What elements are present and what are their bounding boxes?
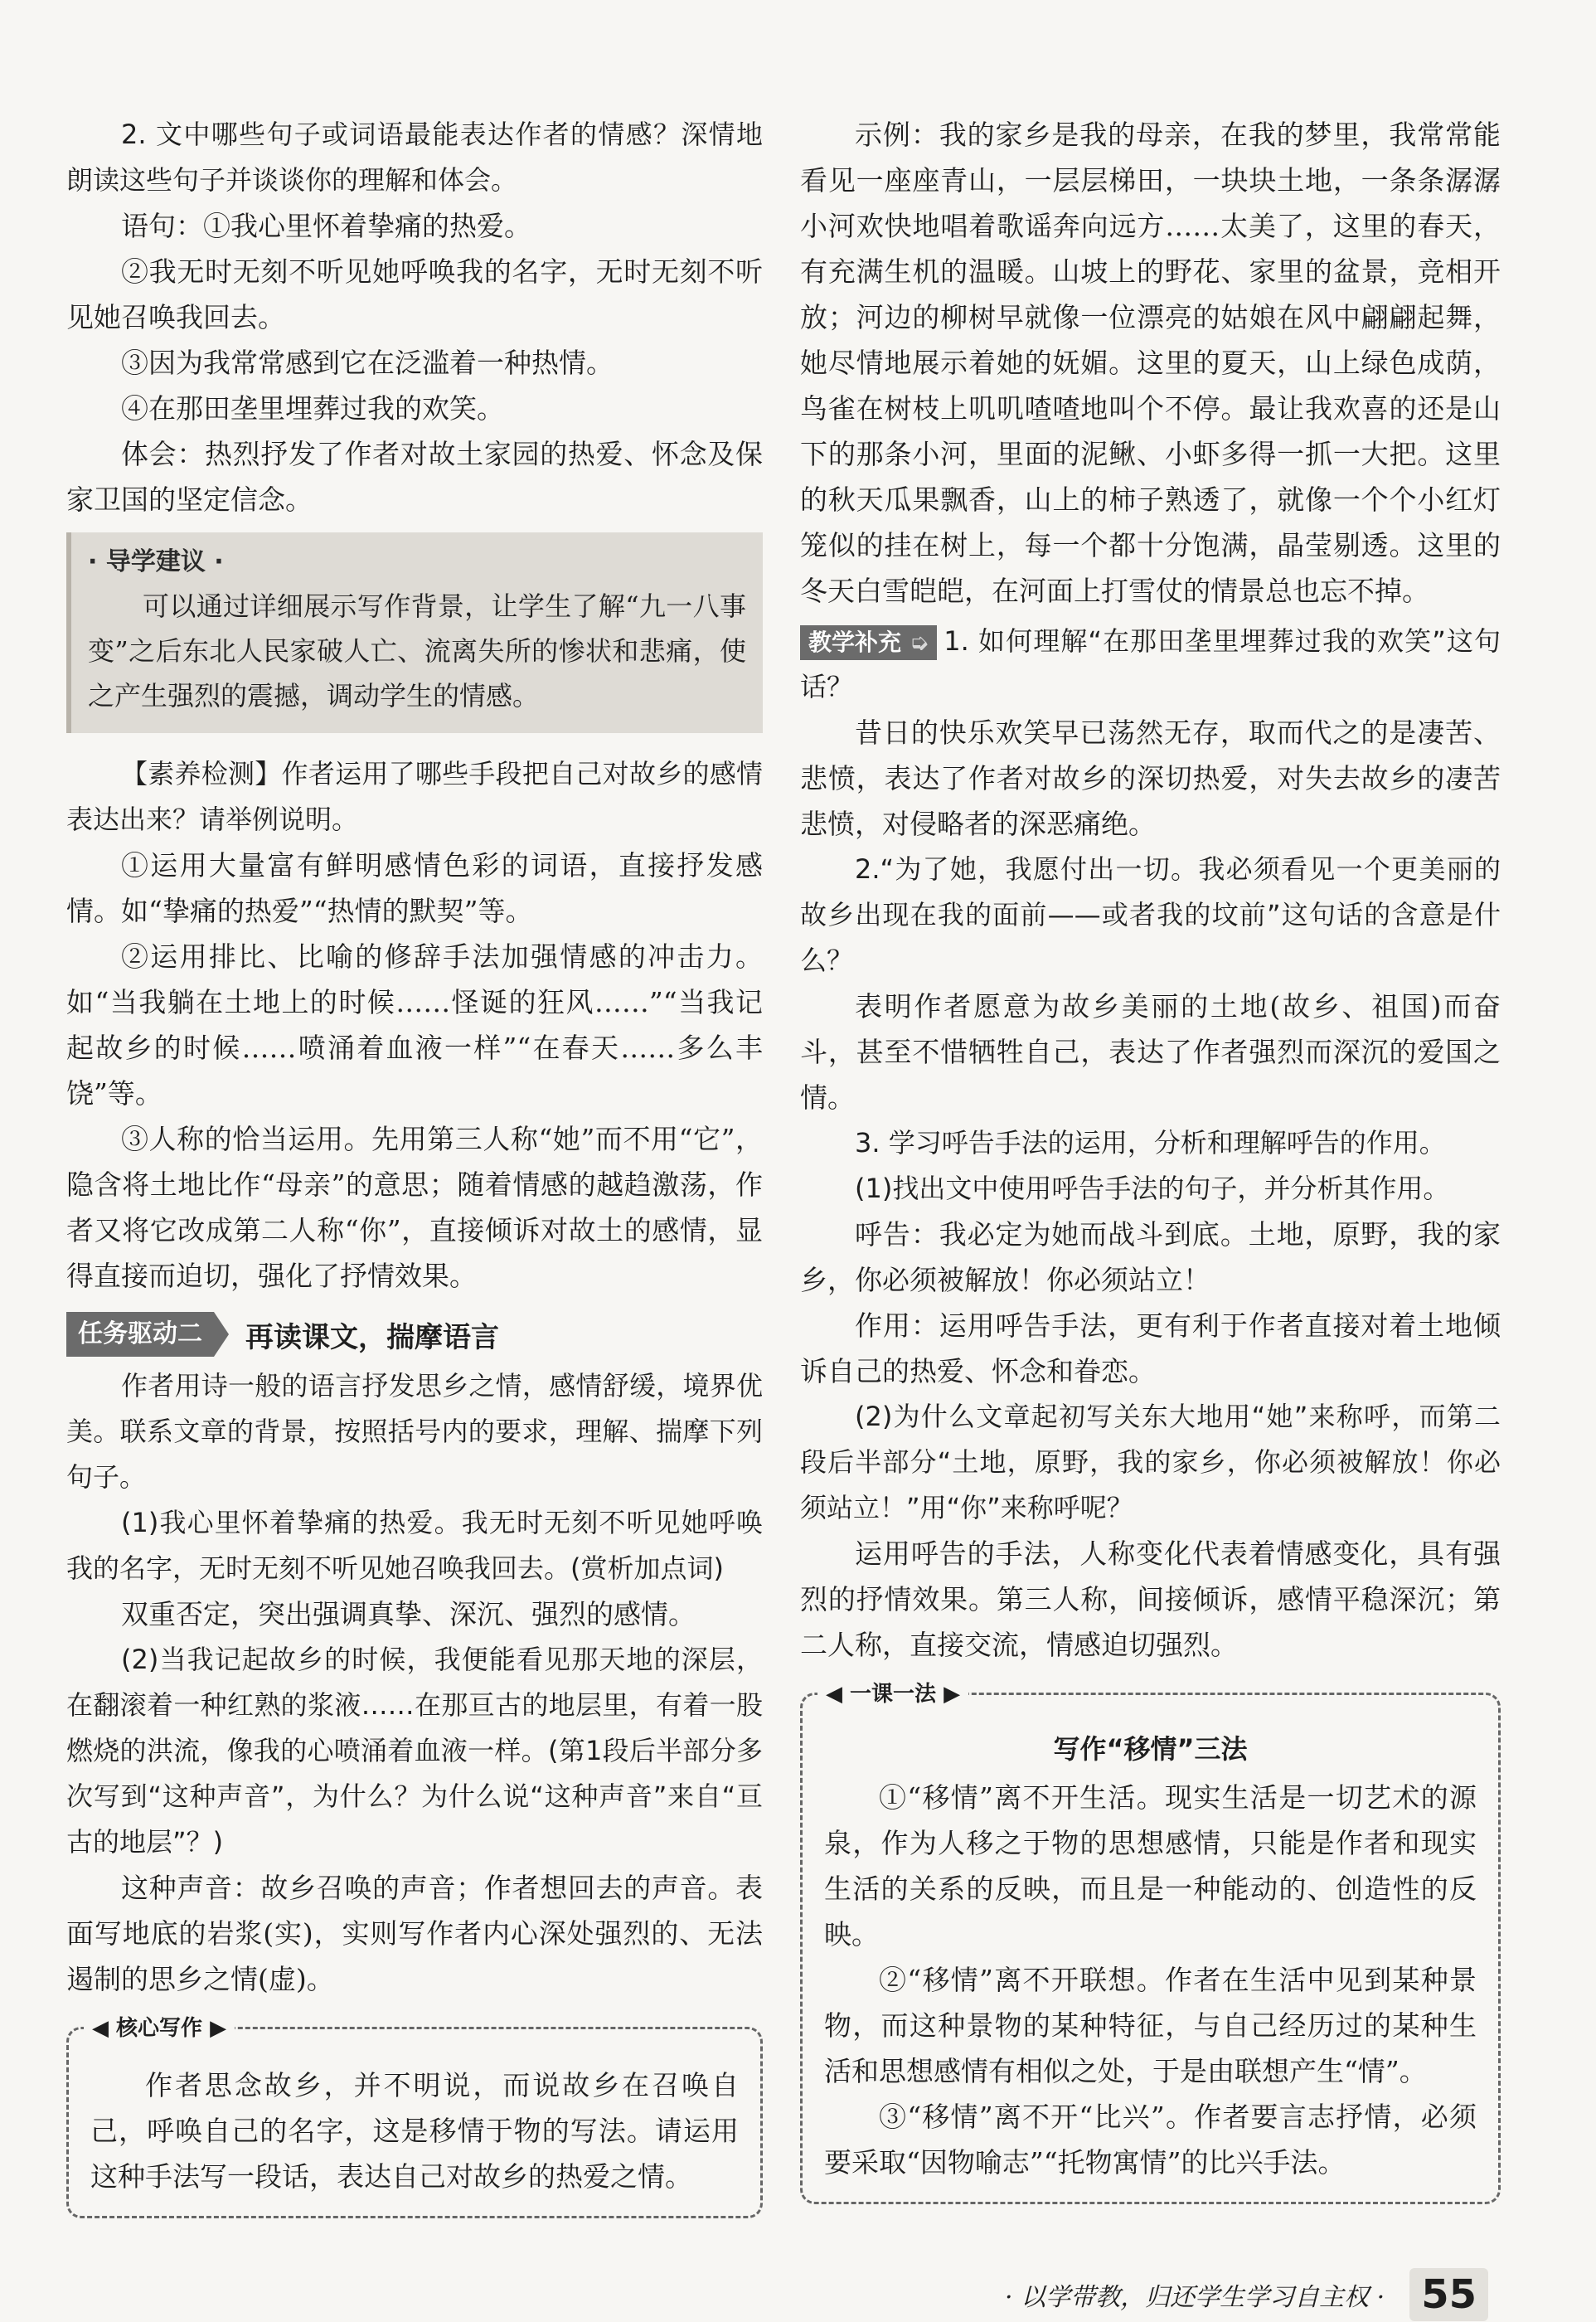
sentence-2-answer: 这种声音：故乡召唤的声音；作者想回去的声音。表面写地底的岩浆(实)，实则写作者内心深处强烈的、无法遏制的思乡之情(虚)。 xyxy=(66,1872,763,1995)
guide-tag: · 导学建议 · xyxy=(88,547,224,576)
method-title: 写作“移情”三法 xyxy=(1053,1733,1248,1765)
core-writing-box xyxy=(66,2016,763,2218)
core-writing-label: ◀ 核心写作 ▶ xyxy=(84,2011,235,2042)
answer-feeling: 体会：热烈抒发了作者对故土家园的热爱、怀念及保家卫国的坚定信念。 xyxy=(66,438,763,516)
check-answer-1: ①运用大量富有鲜明感情色彩的词语，直接抒发感情。如“挚痛的热爱”“热情的默契”等。 xyxy=(66,849,763,927)
answer-sentence-4: ④在那田垄里埋葬过我的欢笑。 xyxy=(121,392,504,425)
answer-sentence-1: 语句：①我心里怀着挚痛的热爱。 xyxy=(121,210,531,242)
method-box xyxy=(800,1682,1501,2204)
page-footer xyxy=(1005,2268,1488,2321)
supplement-tag: 教学补充 ➭ xyxy=(800,625,937,660)
arrow-icon xyxy=(214,1312,229,1357)
left-column xyxy=(66,112,763,2218)
task-header xyxy=(66,1310,763,1358)
supplement-question-1: 教学补充 ➭ 1. 如何理解“在那田垄里埋葬过我的欢笑”这句话？ xyxy=(800,625,1501,702)
supplement-answer-1: 昔日的快乐欢笑早已荡然无存，取而代之的是凄苦、悲愤，表达了作者对故乡的深切热爱，对失去故乡的凄苦悲愤，对侵略者的深恶痛绝。 xyxy=(800,717,1501,840)
method-1: ①“移情”离不开生活。现实生活是一切艺术的源泉，作为人移之于物的思想感情，只能是作者和现实生活的关系的反映，而且是一种能动的、创造性的反映。 xyxy=(824,1781,1477,1950)
supplement-answer-3-1: 呼告：我必定为她而战斗到底。土地，原野，我的家乡，你必须被解放！你必须站立！ xyxy=(800,1218,1501,1296)
supplement-answer-3-1b: 作用：运用呼告手法，更有利于作者直接对着土地倾诉自己的热爱、怀念和眷恋。 xyxy=(800,1309,1501,1387)
sentence-1-answer: 双重否定，突出强调真挚、深沉、强烈的感情。 xyxy=(121,1598,696,1630)
example-text: 示例：我的家乡是我的母亲，在我的梦里，我常常能看见一座座青山，一层层梯田，一块块土地，一条条潺潺小河欢快地唱着歌谣奔向远方……太美了，这里的春天，有充满生机的温暖。山坡上的野花、家里的盆景，竞相开放；河边的柳树早就像一位漂亮的姑娘在风中翩翩起舞，她尽情地展示着她的妩媚。这里的夏天，山上绿色成荫，鸟雀在树枝上叽叽喳喳地叫个不停。最让我欢喜的还是山下的那条小河，里面的泥鳅、小虾多得一抓一大把。这里的秋天瓜果飘香，山上的柿子熟透了，就像一个个小红灯笼似的挂在树上，每一个都十分饱满，晶莹剔透。这里的冬天白雪皑皑，在河面上打雪仗的情景总也忘不掉。 xyxy=(800,119,1501,607)
sentence-2: (2)当我记起故乡的时候，我便能看见那天地的深层，在翻滚着一种红熟的浆液……在那亘古的地层里，有着一股燃烧的洪流，像我的心喷涌着血液一样。(第1段后半部分多次写到“这种声音”，为什么？为什么说“这种声音”来自“亘古的地层”？) xyxy=(66,1644,763,1858)
right-column xyxy=(800,112,1501,2204)
supplement-answer-3-2: 运用呼告的手法，人称变化代表着情感变化，具有强烈的抒情效果。第三人称，间接倾诉，感情平稳深沉；第二人称，直接交流，情感迫切强烈。 xyxy=(800,1537,1501,1661)
question-2: 2. 文中哪些句子或词语最能表达作者的情感？深情地朗读这些句子并谈谈你的理解和体会。 xyxy=(66,119,763,196)
footer-slogan: · 以学带教，归还学生学习自主权 · xyxy=(1005,2283,1385,2312)
page-number: 55 xyxy=(1409,2268,1488,2321)
answer-sentence-2: ②我无时无刻不听见她呼唤我的名字，无时无刻不听见她召唤我回去。 xyxy=(66,255,763,333)
check-answer-3: ③人称的恰当运用。先用第三人称“她”而不用“它”，隐含将土地比作“母亲”的意思；随着情感的越趋激荡，作者又将它改成第二人称“你”，直接倾诉对故土的感情，显得直接而迫切，强化了抒情效果。 xyxy=(66,1123,763,1292)
core-writing-text: 作者思念故乡，并不明说，而说故乡在召唤自己，呼唤自己的名字，这是移情于物的写法。请运用这种手法写一段话，表达自己对故乡的热爱之情。 xyxy=(90,2069,739,2193)
guide-box xyxy=(66,532,763,733)
method-2: ②“移情”离不开联想。作者在生活中见到某种景物，而这种景物的某种特征，与自己经历过的某种生活和思想感情有相似之处，于是由联想产生“情”。 xyxy=(824,1964,1477,2087)
method-label: ◀ 一课一法 ▶ xyxy=(817,1677,968,1707)
sentence-1: (1)我心里怀着挚痛的热爱。我无时无刻不听见她呼唤我的名字，无时无刻不听见她召唤我回去。(赏析加点词) xyxy=(66,1507,763,1584)
supplement-question-2: 2.“为了她，我愿付出一切。我必须看见一个更美丽的故乡出现在我的面前——或者我的坟前”这句话的含意是什么？ xyxy=(800,853,1501,976)
supplement-question-3: 3. 学习呼告手法的运用，分析和理解呼告的作用。 xyxy=(855,1127,1446,1159)
check-question: 【素养检测】作者运用了哪些手段把自己对故乡的感情表达出来？请举例说明。 xyxy=(66,758,763,835)
supplement-answer-2: 表明作者愿意为故乡美丽的土地(故乡、祖国)而奋斗，甚至不惜牺牲自己，表达了作者强烈而深沉的爱国之情。 xyxy=(800,990,1501,1114)
guide-text: 可以通过详细展示写作背景，让学生了解“九一八事变”之后东北人民家破人亡、流离失所的惨状和悲痛，使之产生强烈的震撼，调动学生的情感。 xyxy=(88,590,746,712)
supplement-question-3-1: (1)找出文中使用呼告手法的句子，并分析其作用。 xyxy=(855,1173,1450,1204)
task-title: 再读课文，揣摩语言 xyxy=(245,1320,499,1354)
answer-sentence-3: ③因为我常常感到它在泛滥着一种热情。 xyxy=(121,347,614,379)
task-intro: 作者用诗一般的语言抒发思乡之情，感情舒缓，境界优美。联系文章的背景，按照括号内的要求，理解、揣摩下列句子。 xyxy=(66,1370,763,1493)
supplement-question-3-2: (2)为什么文章起初写关东大地用“她”来称呼，而第二段后半部分“土地，原野，我的家乡，你必须被解放！你必须站立！”用“你”来称呼呢？ xyxy=(800,1401,1501,1523)
task-tag: 任务驱动二 xyxy=(66,1312,214,1357)
check-answer-2: ②运用排比、比喻的修辞手法加强情感的冲击力。如“当我躺在土地上的时候……怪诞的狂风……”“当我记起故乡的时候……喷涌着血液一样”“在春天……多么丰饶”等。 xyxy=(66,940,763,1110)
method-3: ③“移情”离不开“比兴”。作者要言志抒情，必须要采取“因物喻志”“托物寓情”的比兴手法。 xyxy=(824,2101,1477,2179)
